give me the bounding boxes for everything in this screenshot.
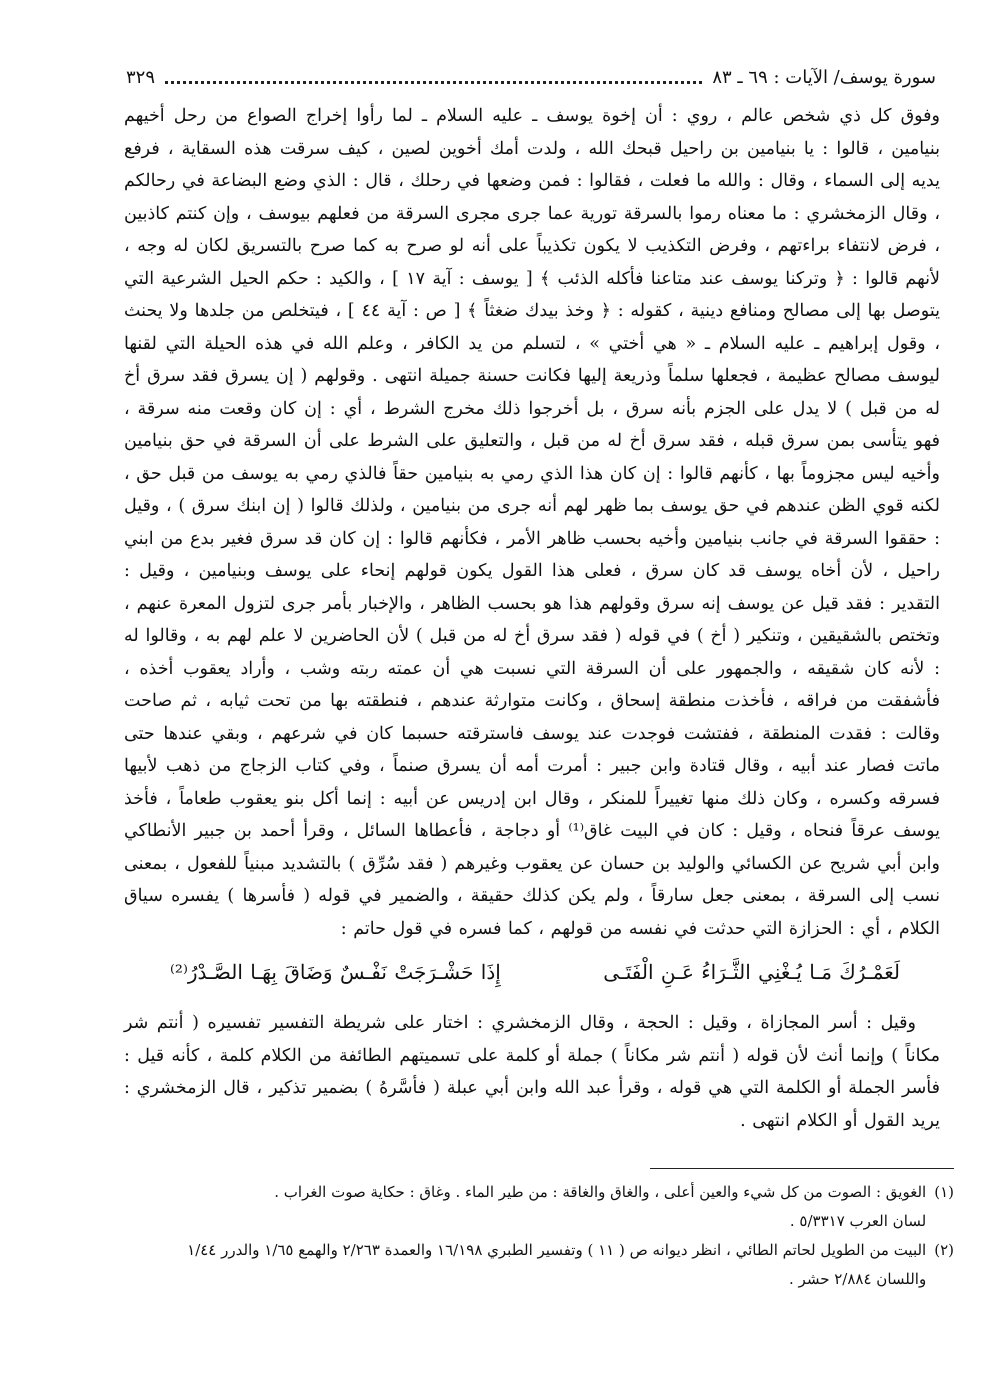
paragraph-1: وفوق كل ذي شخص عالم ، روي : أن إخوة يوسف ـ عليه السلام ـ لما رأوا إخراج الصواع من رحل أخيهم بنيامين ، قالوا : يا بنيامين بن راحيل قبحك الله ، ولدت أمك أخوين لصين ، كيف سرقت هذه السقاية ، فرفع يديه إلى السماء ، وقال : والله ما فعلت ، فقالوا : فمن وضعها في رحلك ، قال : الذي وضع البضاعة في رحالكم ، وقال الزمخشري : ما معناه رموا بالسرقة تورية عما جرى مجرى السرقة من فعلهم بيوسف ، وإن كنتم كاذبين ، فرض لانتفاء براءتهم ، وفرض التكذيب لا يكون تكذيباً على أنه لو صرح به كما صرح بالتسريق لكان له وجه ، لأنهم قالوا : ﴿ وتركنا يوسف عند متاعنا فأكله الذئب ﴾ [ يوسف : آية ١٧ ] ، والكيد : حكم الحيل الشرعية التي يتوصل بها إلى مصالح ومنافع دينية ، كقوله : ﴿ وخذ بيدك ضغثاً ﴾ [ ص : آية ٤٤ ] ، فيتخلص من جلدها ولا يحنث ، وقول إبراهيم ـ عليه السلام ـ « هي أختي » ، لتسلم من يد الكافر ، وعلم الله في هذه الحيلة التي لقنها ليوسف مصالح عظيمة ، فجعلها سلماً وذريعة إليها فكانت حسنة جميلة انتهى . وقولهم ( إن يسرق فقد سرق أخ له من قبل ) لا يدل على الجزم بأنه سرق ، بل أخرجوا ذلك مخرج الشرط ، أي : إن كان وقعت منه سرقة ، فهو يتأسى بمن سرق قبله ، فقد سرق أخ له من قبل ، والتعليق على الشرط على أن السرقة في حق بنيامين وأخيه ليس مجزوماً بها ، كأنهم قالوا : إن كان هذا الذي رمي به بنيامين حقاً فالذي رمي به يوسف من قبل حق ، لكنه قوي الظن عندهم في حق يوسف بما ظهر لهم أنه جرى من بنيامين ، ولذلك قالوا ( إن ابنك سرق ) ، وقيل : حققوا السرقة في جانب بنيامين وأخيه بحسب ظاهر الأمر ، فكأنهم قالوا : إن كان قد سرق فغير بدع من ابني راحيل ، لأن أخاه يوسف قد كان سرق ، فعلى هذا القول يكون قولهم إنحاء على يوسف وبنيامين ، وقيل : التقدير : فقد قيل عن يوسف إنه سرق وقولهم هذا هو بحسب الظاهر ، والإخبار بأمر جرى لتزول المعرة عنهم ، وتختص بالشقيقين ، وتنكير ( أخ ) في قوله ( فقد سرق أخ له من قبل ) لأن الحاضرين لا علم لهم به ، وقالوا له : لأنه كان شقيقه ، والجمهور على أن السرقة التي نسبت هي أن عمته ربته وشب ، وأراد يعقوب أخذه ، فأشفقت من فراقه ، فأخذت منطقة إسحاق ، وكانت متوارثة عندهم ، فنطقته بها من تحت ثيابه ، ثم صاحت وقالت : فقدت المنطقة ، ففتشت فوجدت عند يوسف فاسترقته حسبما كان في شرعهم ، وبقي عندها حتى ماتت فصار عند أبيه ، وقال قتادة وابن جبير : أمرت أمه أن يسرق صنماً ، وفي كتاب الزجاج من ذهب لأبيها فسرقه وكسره ، وكان ذلك منها تغييراً للمنكر ، وقال ابن إدريس عن أبيه : إنما أكل بنو يعقوب طعاماً ، فأخذ يوسف عرقاً فنحاه ، وقيل : كان في البيت غاق⁽¹⁾ أو دجاجة ، فأعطاها السائل ، وقرأ أحمد بن جبير الأنطاكي وابن أبي شريح عن الكسائي والوليد بن حسان عن يعقوب وغيرهم ( فقد سُرِّق ) بالتشديد مبنياً للفعول ، بمعنى نسب إلى السرقة ، بمعنى جعل سارقاً ، ولم يكن كذلك حقيقة ، والضمير في قوله ( فأسرها ) يفسره سياق الكلام ، أي : الحزازة التي حدثت في نفسه من قولهم ، كما فسره في قول حاتم : [124,106,940,939]
running-header-title: سورة يوسف/ الآيات : ٦٩ ـ ٨٣ [712,67,936,88]
footnote-line: البيت من الطويل لحاتم الطائي ، انظر ديوانه ص ( ١١ ) وتفسير الطبري ١٦/١٩٨ والعمدة ٢/٢٦٣ والهمع ١/٦٥ والدرر ١/٤٤ [187,1241,927,1259]
footnote-line: الغويق : الصوت من كل شيء والعين أعلى ، والغاق والغاقة : من طير الماء . وغاق : حكاية صوت الغراب . [274,1183,927,1201]
footnote-content [124,1236,926,1294]
footnote-marker: (٢) [934,1241,954,1259]
running-header [126,62,936,90]
page-number: ٣٢٩ [126,67,156,88]
footnote-content [124,1178,926,1236]
paragraph-2: وقيل : أسر المجازاة ، وقيل : الحجة ، وقال الزمخشري : اختار على شريطة التفسير تفسيره ( أنتم شر مكاناً ) وإنما أنث لأن قوله ( أنتم شر مكاناً ) جملة أو كلمة على تسميتهم الطائفة من الكلام كلمة ، كأنه قيل : فأسر الجملة أو الكلمة التي هي قوله ، وقرأ عبد الله وابن أبي عبلة ( فأسَّرهُ ) بضمير تذكير ، قال الزمخشري : يريد القول أو الكلام انتهى . [124,1013,940,1131]
footnote-line: لسان العرب ٥/٣٣١٧ . [789,1212,927,1230]
footnote-line: واللسان ٢/٨٨٤ حشر . [789,1270,927,1288]
poetry-verse [124,945,940,1007]
leader-dots [165,80,702,84]
footnote-1 [124,1178,954,1236]
footnote-divider [650,1168,954,1169]
verse-first-hemistich: لَعَمْـرُكَ مَـا يُـغْنِي الثَّـرَاءُ عَـنِ الْفَتَـى [603,960,900,984]
main-text [124,100,940,1137]
footnotes [124,1178,954,1294]
footnote-marker: (١) [934,1183,954,1201]
footnote-2 [124,1236,954,1294]
verse-second-hemistich: إِذَا حَشْـرَجَتْ نَفْـسٌ وَضَاقَ بِهَـا الصَّـدْرُ⁽²⁾ [170,960,501,984]
